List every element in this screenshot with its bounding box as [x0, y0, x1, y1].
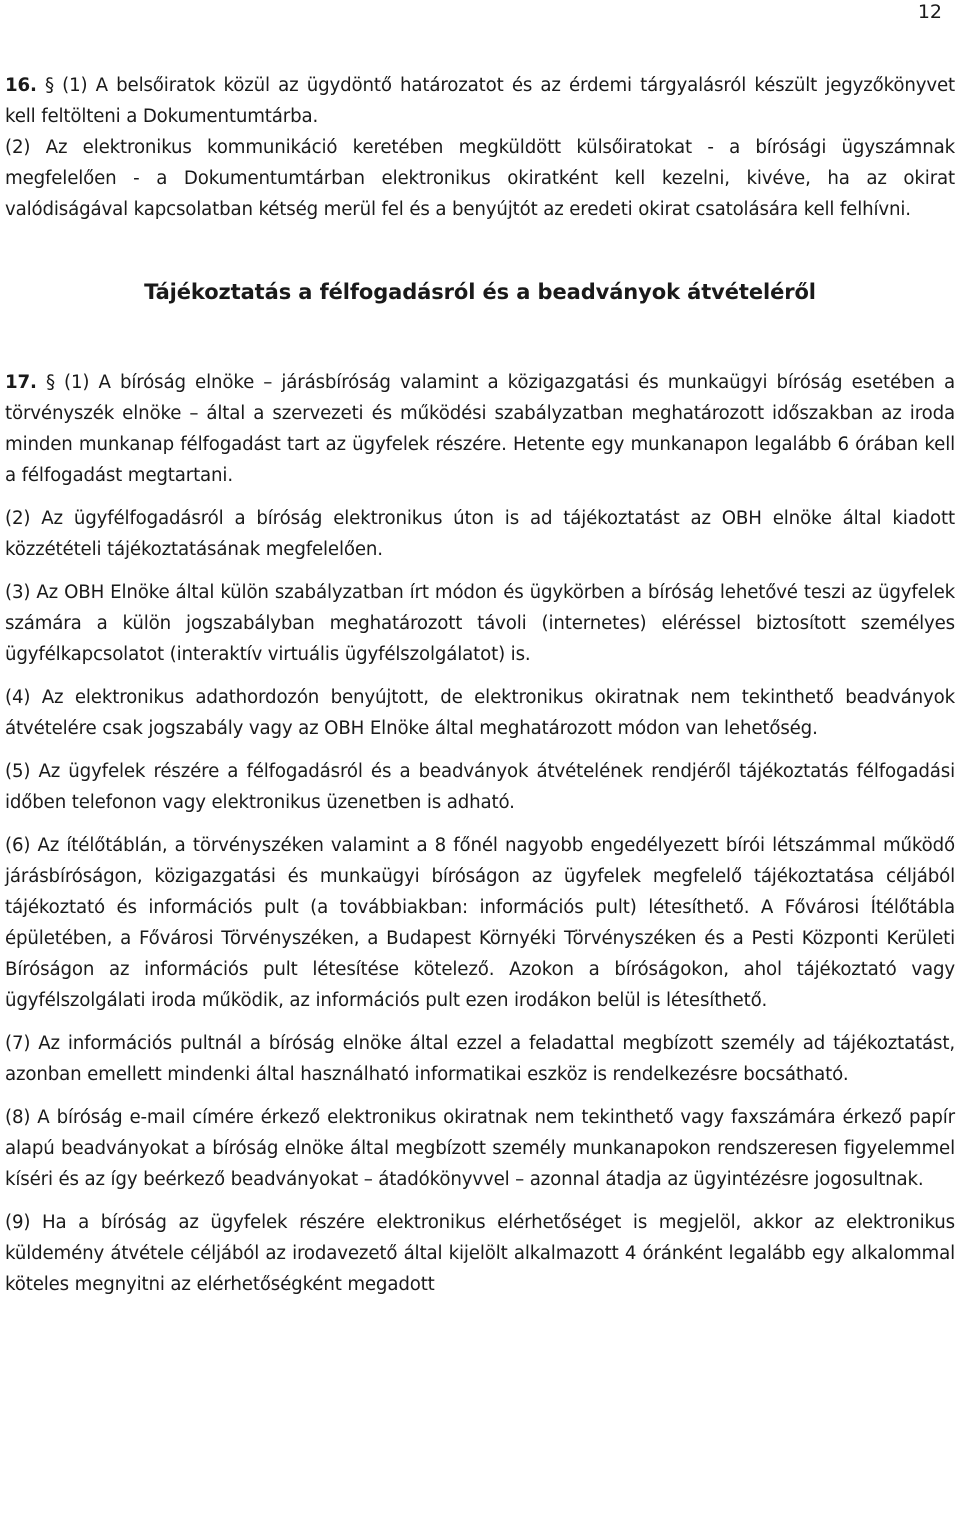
section-16-symbol: §: [44, 75, 54, 96]
section-17-paragraph-6: (6) Az ítélőtáblán, a törvényszéken valamint a 8 főnél nagyobb engedélyezett bírói létszámmal működő járásbíróságon, közigazgatási és munkaügyi bíróságon az ügyfelek megfelelő tájékoztatása céljából tájékoztató és információs pult (a továbbiakban: információs pult) létesíthető. A Fővárosi Ítélőtábla épületében, a Fővárosi Törvényszéken, a Budapest Környéki Törvényszéken és a Pesti Központi Kerületi Bíróságon az információs pult létesítése kötelező. Azokon a bíróságokon, ahol tájékoztató vagy ügyfélszolgálati iroda működik, az információs pult ezen irodákon belül is létesíthető.: [5, 835, 955, 1011]
section-16-paragraph-1-text: (1) A belsőiratok közül az ügydöntő határozatot és az érdemi tárgyalásról készült jegyzőkönyvet kell feltölteni a Dokumentumtárba.: [5, 75, 955, 127]
section-heading: Tájékoztatás a félfogadásról és a beadványok átvételéről: [144, 280, 816, 304]
page-number: 12: [917, 1, 942, 23]
section-17-symbol: §: [45, 372, 55, 393]
section-16-paragraph-1: [5, 70, 955, 132]
section-17-paragraph-3: (3) Az OBH Elnöke által külön szabályzatban írt módon és ügykörben a bíróság lehetővé teszi az ügyfelek számára a külön jogszabályban meghatározott távoli (internetes) eléréssel biztosított személyes ügyfélkapcsolatot (interaktív virtuális ügyfélszolgálatot) is.: [5, 582, 955, 665]
section-17-number: 17.: [5, 372, 37, 393]
section-16-number: 16.: [5, 75, 37, 96]
section-17-paragraph-9: (9) Ha a bíróság az ügyfelek részére elektronikus elérhetőséget is megjelöl, akkor az elektronikus küldemény átvétele céljából az irodavezető által kijelölt alkalmazott 4 óránként legalább egy alkalommal köteles megnyitni az elérhetőségként megadott: [5, 1212, 955, 1295]
section-17: [5, 367, 955, 1300]
document-body: [5, 70, 955, 1312]
section-17-paragraph-5: (5) Az ügyfelek részére a félfogadásról és a beadványok átvételének rendjéről tájékoztatás félfogadási időben telefonon vagy elektronikus üzenetben is adható.: [5, 761, 955, 813]
section-17-paragraph-1: [5, 367, 955, 491]
section-16-paragraph-2: (2) Az elektronikus kommunikáció keretében megküldött külsőiratokat - a bírósági ügyszámnak megfelelően - a Dokumentumtárban elektronikus okiratként kell kezelni, kivéve, ha az okirat valódiságával kapcsolatban kétség merül fel és a benyújtót az eredeti okirat csatolására kell felhívni.: [5, 137, 955, 220]
section-17-paragraph-2: (2) Az ügyfélfogadásról a bíróság elektronikus úton is ad tájékoztatást az OBH elnöke által kiadott közzétételi tájékoztatásának megfelelően.: [5, 508, 955, 560]
section-17-paragraph-1-text: (1) A bíróság elnöke – járásbíróság valamint a közigazgatási és munkaügyi bíróság esetében a törvényszék elnöke – által a szervezeti és működési szabályzatban meghatározott időszakban az iroda minden munkanap félfogadást tart az ügyfelek részére. Hetente egy munkanapon legalább 6 órában kell a félfogadást megtartani.: [5, 372, 955, 486]
section-16: [5, 70, 955, 225]
section-17-paragraph-7: (7) Az információs pultnál a bíróság elnöke által ezzel a feladattal megbízott személy ad tájékoztatást, azonban emellett mindenki által használható informatikai eszköz is rendelkezésre bocsátható.: [5, 1033, 955, 1085]
section-17-paragraph-4: (4) Az elektronikus adathordozón benyújtott, de elektronikus okiratnak nem tekinthető beadványok átvételére csak jogszabály vagy az OBH Elnöke által meghatározott módon van lehetőség.: [5, 687, 955, 739]
section-17-paragraph-8: (8) A bíróság e-mail címére érkező elektronikus okiratnak nem tekinthető vagy faxszámára érkező papír alapú beadványokat a bíróság elnöke által megbízott személy munkanapokon rendszeresen figyelemmel kíséri és az így beérkező beadványokat – átadókönyvvel – azonnal átadja az ügyintézésre jogosultnak.: [5, 1107, 955, 1190]
